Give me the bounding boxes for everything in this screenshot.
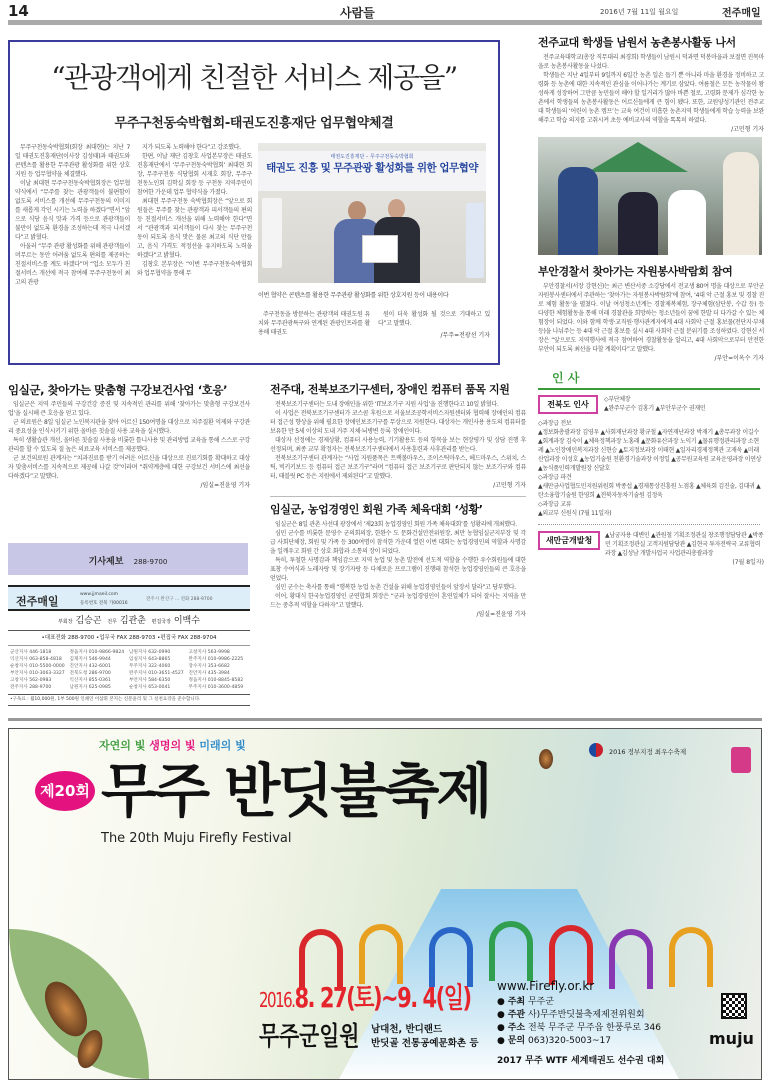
article-title: 전주교대 학생들 남원서 농촌봉사활동 나서	[538, 36, 736, 49]
paragraph: 전북보조기구센터 관계자는 “사업 지원품목은 트랙볼마우스, 조이스틱마우스, 헤드마우스, 스위치, 스틱, 빅키키보드 등 컴퓨터 접근 보조기구”라며 “컴퓨터 접근 보조기구로 판단되지 않는 보조기구와 컴퓨터, 태블릿 PC 등은 지원에서 제외된다”고 말했다.	[270, 455, 526, 480]
arch	[429, 927, 473, 987]
slogan-2: 생명의 빛	[149, 739, 196, 752]
paragraph: ◇과장급 전보	[538, 420, 572, 427]
info-host: ● 주최 무주군	[497, 997, 555, 1007]
masthead-footer: •구독료 : 월10,000원, 1부 500원 인쇄인 이삼휘 본지는 신문윤리 및 그 실천요강을 준수합니다.	[8, 694, 250, 706]
slogan	[99, 739, 246, 753]
qr-code-icon[interactable]	[721, 993, 747, 1019]
info-contact: ● 문의 063)320-5003~17	[497, 1036, 611, 1046]
arch	[549, 925, 593, 985]
article-title: 부안경찰서 찾아가는 자원봉사박람회 참여	[538, 265, 733, 278]
feature-column-2	[137, 143, 252, 278]
bureau-entry: 고창지사 562-0983	[10, 678, 52, 683]
paragraph: ◇과장급 파견	[538, 474, 572, 481]
paragraph: 한편, 이날 재단 김창호 사업본부장은 태권도진흥재단에서 ‘무주구천동숙박협회’ 최대현 회장, 무주구천동 식당협회 시재호 회장, 무주구천동노인회 김학실 회장 등 구천동 지역주민이 참여한 가운데 업무 협약식을 가졌다.	[137, 153, 252, 196]
award-text: 2016 정부지정 최우수축제	[609, 748, 687, 756]
paragraph: ◇과장급 교류	[538, 501, 572, 508]
festival-english-title: The 20th Muju Firefly Festival	[101, 831, 292, 846]
article-byline: /고민형 기자	[731, 126, 764, 133]
volunteer-photo	[538, 137, 762, 255]
bureau-entry: 군산지사 446-1818	[10, 650, 52, 655]
saemangeum-date: (7월 8일자)	[732, 559, 764, 566]
role: 부회장	[58, 619, 73, 625]
muju-logo: muju	[709, 1029, 754, 1048]
photo-banner-small: 태권도진흥재단 – 무주구천동숙박협회	[330, 154, 414, 160]
person	[668, 190, 706, 255]
article-byline: /임실=진윤영 기자	[476, 611, 526, 618]
arch	[299, 929, 343, 989]
festival-venue: 무주군일원	[259, 1022, 360, 1052]
saemangeum-list	[538, 531, 764, 567]
section-rule	[8, 718, 762, 721]
feature-column-3	[258, 310, 370, 337]
article-body	[8, 400, 250, 481]
bureau-entry: 순창지사 010-5500-0000	[10, 664, 65, 669]
taekwondo-championship: 2017 무주 WTF 세계태권도 선수권 대회	[497, 1056, 665, 1066]
bureau-entry: 남원지사 625-0985	[69, 685, 111, 690]
festival-title: 무주 반딧불축제	[101, 757, 490, 825]
feature-column-4	[378, 310, 490, 328]
photo-caption: 이번 협약은 콘텐츠를 활용한 무주관광 활성화를 위한 상호지원 등이 내용이다	[258, 292, 449, 299]
paragraph: 군 의료원은 8일 임실군 노인복지관을 찾아 어르신 150여명을 대상으로 치주질환 억제와 구강관리 중요성을 인식시키기 위한 올바른 칫솔질 사용 교육을 실시했다.	[8, 419, 250, 435]
news-tip-label: 기사제보	[88, 557, 124, 567]
feature-subheadline: 무주구천동숙박협회-태권도진흥재단 업무협약체결	[114, 116, 394, 131]
bureau-entry: 익산지사 855-0361	[69, 678, 111, 683]
flag-right	[466, 203, 484, 278]
bureau-entry: 부안지사 010-3063-3327	[10, 671, 65, 676]
bureau-entry: 완주지사 010-3651-4527	[129, 671, 184, 676]
page-number: 14	[8, 2, 29, 20]
paragraph: ▲정보화총괄과장 김영우 ▲사회재난과장 황규철 ▲자연재난과장 박재기 ▲총무과장 이길수 ▲회계과장 김숙이 ▲체육정책과장 노홍래 ▲문화유산과장 노익기 ▲물류행정관리과장 소현례 ▲노인장애인복지과장 신현승 ▲토지정보과장 이태현 ▲일자리경제정책관 고재욱 ▲미래산업과장 이성호 ▲농업기술원 친환경기술과장 이정일 ▲공무원교육원 교육운영과장 이연상 ▲농식품인력개발원장 신달호	[538, 429, 762, 472]
personnel-rule	[538, 388, 760, 390]
bureau-entry: 임실지사 643-8865	[129, 657, 171, 662]
name: 김승곤	[75, 616, 102, 626]
masthead-site[interactable]: www.jjmaeil.com	[80, 592, 119, 597]
festival-website[interactable]: www.Firefly.or.kr	[497, 979, 595, 993]
bureau-entry: 진안지사 432-6001	[69, 664, 111, 669]
bureau-entry: 완주지사 010-9986-2225	[188, 657, 244, 662]
government-emblem-icon	[589, 743, 603, 757]
bureau-entry: 부안지사 584-6350	[129, 678, 171, 683]
venue-detail: 남대천, 반디랜드	[371, 1024, 443, 1035]
paragraph: 아울러 “무주 관광 활성화를 위해 관광객들이 머무르는 동안 어려움 없도록 편의를 제공하는 친절서비스를 계도 하겠다”며 “업소 모두가 친절서비스 개선에 적극 참여해 무주구천동이 최고의 관광	[15, 243, 130, 286]
masthead-name: 전주매일	[16, 595, 59, 608]
name: 김관춘	[119, 616, 146, 626]
bureau-entry: 정읍지사 010-9866-9824	[69, 650, 125, 655]
venue-detail: 반딧골 전통공예문화촌 등	[371, 1038, 479, 1049]
bureau-entry: 전주지사 288-9700	[10, 685, 52, 690]
info-address: ● 주소 전북 무주군 무주읍 한풍루로 346	[497, 1023, 661, 1033]
paragraph: 군 보건의료원 관계자는 “치과진료를 받기 어려운 어르신을 대상으로 진료기회를 확대하고 대상자 맞춤서비스를 지속적으로 제공해 나갈 것”이라며 “취약계층에 대한 구강보건 서비스에 최선을 다하겠다”고 말했다.	[8, 455, 250, 480]
paragraph: 전북보조기구센터는 도내 장애인을 위한 ‘IT보조기구 지원 사업’을 진행한다고 10일 밝혔다.	[275, 401, 499, 408]
masthead-reg: 등록번호 전북 가00016	[80, 601, 128, 606]
bureau-entry: 고창지사 563-9998	[188, 650, 230, 655]
masthead-address: 전주시 완산구 ... 전화 288-9700	[146, 597, 213, 602]
news-tip-phone: 288-9700	[133, 558, 168, 566]
header-rule	[8, 20, 762, 25]
issue-date: 2016년 7월 11일 월요일	[600, 8, 679, 16]
article-body	[538, 282, 764, 354]
paragraph: ◇부단체장	[604, 396, 631, 403]
bureau-entry: 무주지사 010-3600-4859	[188, 685, 244, 690]
paragraph: 임실군은 8일 관촌 사선대 광장에서 ‘제23회 농업경영인 회원 가족 체육대회’를 성황리에 개최했다.	[275, 521, 517, 528]
paragraph: 부안경찰서(서장 강현신)는 최근 변산서중 소강당에서 전교생 80여 명을 대상으로 부안군 자원봉사센터에서 주관하는 ‘찾아가는 자원봉사박람회’에 참여, ‘4대 악 근절 홍보 및 경찰 진로 체험 활동’을 펼쳤다. 이날 여성청소년계는 경찰제복체험, 장구체험(삼단봉, 수갑 등) 등 다양한 체험활동을 통해 미래 경찰관을 희망하는 청소년들이 꿈에 한발 더 다가갈 수 있는 체험장이 되었다. 이와 함께 학생·교직원·행사관계자에게 4대 사회악 근절 홍보물(전단지·부채 등)을 나눠주는 등 4대 악 근절 홍보를 실시 4대 사회악 근절 분위기를 조성하였다. 강현신 서장은 “앞으로도 지역행사에 적극 참여하여 경찰활동을 알리고, 4대 사회악으로부터 안전한 부안이 되도록 최선을 다할 계획이다”고 말했다.	[538, 283, 764, 353]
left-article	[8, 383, 250, 490]
dates-year: 2016.	[259, 988, 295, 1012]
dates-range: 8. 27(토)~9. 4(일)	[294, 981, 471, 1014]
role: 전무	[107, 619, 117, 625]
feature-byline: /무주=전광선 기자	[440, 332, 490, 339]
bureau-entry: 김제지사 546-9944	[69, 657, 111, 662]
feature-column-1	[15, 143, 130, 287]
paper-logo: 전주매일	[722, 8, 761, 19]
paragraph: 이어, 황대식 한국농업경영인 군연합회 회장은 “군과 농업경영인이 혼연일체가 되어 잘사는 지역을 만드는 중추적 역할을 다하자”고 말했다.	[270, 593, 526, 609]
saemangeum-text: ▲남궁자용 대변인 ▲관원철 기획조정관실 창조행정담당관 ▲박종민 기획조정관실 고객지원담당관 ▲김현국 투자전략국 교류협력과장 ▲김성남 개발사업국 사업관리총괄과장	[605, 532, 764, 557]
article-body	[270, 520, 526, 610]
flag-left	[262, 198, 282, 268]
paragraph: 원이 더욱 활성화 될 것으로 기대하고 있다”고 말했다.	[378, 311, 490, 327]
bureau-entry: 무주지사 322-4060	[129, 664, 171, 669]
paragraph: 심민 군수는 축사를 통해 “행복한 농업 농촌 건설을 위해 농업경영인들이 앞장서 달라”고 당부했다.	[275, 584, 516, 591]
bureau-entry: 진안지사 435-3984	[188, 671, 230, 676]
muju-brand-icon	[731, 747, 751, 773]
signing-photo	[258, 143, 486, 283]
article-title: 임실군, 찾아가는 맞춤형 구강보건사업 ‘호응’	[8, 383, 228, 397]
masthead-phones: •대표전화 288-9700 •업무국 FAX 288-9703 •편집국 FAX 288-9704	[8, 631, 250, 646]
bureau-entry: 전북도청 286-9700	[69, 671, 111, 676]
name: 이백수	[173, 616, 200, 626]
person-head	[348, 201, 366, 221]
jeonbuk-row	[538, 395, 764, 414]
tent	[588, 142, 688, 172]
article-byline: /임실=진윤영 기자	[200, 482, 250, 489]
arch	[359, 924, 403, 984]
agreement-document	[362, 235, 398, 263]
bureau-entry: 익산지사 063-858-4818	[10, 657, 62, 662]
arch	[489, 921, 533, 981]
paragraph: ▲새만금사업협도민지원위원회 박종섭 ▲경제통상진흥원 노점홍 ▲체육회 김진술, 김대귀 ▲탄소융합기술원 한영희 ▲전북자동차기술원 김정욱	[538, 483, 761, 499]
masthead	[8, 585, 250, 706]
arch	[609, 929, 653, 989]
slogan-3: 미래의 빛	[199, 739, 246, 752]
paragraph: 주구천동을 방문하는 관광객의 태권도원 유치와 무주관광특구와 연계된 관광인프라를 활용해 태권도	[258, 311, 370, 336]
paragraph: 최대현 무주구천동 숙박협회장은 “앞으로 회원들은 무주를 찾는 관광객과 피서객들의 편의 등 친절서비스 개선을 위해 노력해야 한다”면서 “관광객과 피서객들이 다시 찾는 무주구천동이 되도록 음식 맛은 물론 최고의 식단 만들고, 음식 가격도 적정선을 유지하도록 노력을 하겠다”고 밝혔다.	[137, 198, 252, 259]
divider	[270, 496, 526, 497]
person	[558, 167, 598, 255]
article-body	[538, 53, 764, 125]
bureau-list	[8, 646, 250, 694]
paragraph: 특히 생활습관 개선, 올바른 칫솔질 사용을 비롯한 틀니사용 및 관리방법 교육을 통해 스스로 구강관리를 할 수 있도록 질 높은 의료교육 서비스를 제공했다.	[8, 437, 250, 453]
paragraph: 특히, 투철한 사명감과 책임감으로 지역 농업 및 농촌 발전에 선도적 역할을 수행한 우수회원들에 대한 표창 수여식과 노래자랑 및 장기자랑 등 다채로운 프로그램이 진행돼 참석한 농업경영인들의 큰 호응을 얻었다.	[270, 557, 526, 582]
paragraph: 지가 되도록 노력해야 한다”고 강조했다.	[142, 144, 241, 151]
jeonbuk-top-list	[604, 395, 705, 413]
festival-info-list	[497, 996, 661, 1048]
festival-dates	[259, 981, 471, 1019]
firefly-icon	[539, 749, 553, 769]
saemangeum-label: 새만금개발청	[538, 531, 600, 550]
arch	[669, 927, 713, 987]
paragraph: 이날 최대현 무주구천동숙박협회장은 업무협약식에서 “무주를 찾는 관광객들이 불편함이 없도록 서비스를 개선해 무주구천동의 이미지를 새롭게 각인 시키는 노력을 하겠다”면서 “앞으로 식당 음식 맛과 가격 등으로 관광객들이 불만이 없도록 환경을 조성하는데 적극 나서겠다”고 밝혔다.	[15, 180, 130, 241]
paragraph: ▲완주부군수 김홍기 ▲부안부군수 권재민	[604, 405, 706, 412]
slogan-1: 자연의 빛	[99, 739, 146, 752]
personnel-heading: 인 사	[552, 371, 580, 385]
bureau-entry: 남원지사 632-0990	[129, 650, 171, 655]
section-title: 사람들	[340, 6, 375, 20]
bureau-entry: 정읍지사 010-8845-8582	[188, 678, 244, 683]
person	[618, 192, 658, 255]
jeonbuk-personnel-label: 전북도 인사	[538, 395, 598, 414]
article-title: 임실군, 농업경영인 회원 가족 체육대회 ‘성황’	[270, 503, 483, 516]
person-head	[388, 199, 405, 219]
photo-banner: 태권도 진흥 및 무주관광 활성화를 위한 업무협약	[266, 162, 478, 174]
paragraph: 김창호 본부장은 “이번 무주구천동숙박협회와 업무협약을 통해 무	[137, 261, 252, 277]
firefly-festival-ad[interactable]	[8, 728, 762, 1080]
feature-column-4-wrap	[378, 310, 490, 340]
paragraph: ▲외교부 신원식 (7월 11일자)	[538, 510, 612, 517]
news-tip-banner	[8, 543, 248, 575]
info-organizer: ● 주관 사)무주반딧불축제제전위원회	[497, 1010, 645, 1020]
jeonbuk-personnel-list	[538, 419, 764, 518]
middle-column	[270, 383, 526, 619]
role: 편집국장	[151, 619, 171, 625]
paragraph: 임실군은 지역 주민들의 구강건강 증진 및 지속적인 관리를 위해 ‘찾아가는 맞춤형 구강보건사업’을 실시해 큰 호응을 얻고 있다.	[8, 401, 250, 417]
paragraph: 전주교육대학교(총장 직무대리 최경희) 학생들이 남원시 덕과면 덕봉마을과 보절면 진목마을로 농촌봉사활동을 나섰다.	[538, 54, 764, 70]
paragraph: 무주구천동숙박협회(회장 최대현)는 지난 7일 태권도진흥재단(이사장 김성태)과 태권도와 콘텐츠를 활용한 무주관광 활성화를 위한 상호지원 등 업무협약을 체결했다.	[15, 144, 130, 178]
right-column	[538, 36, 764, 567]
edition-badge: 제20회	[35, 771, 95, 811]
article-title: 전주대, 전북보조기구센터, 장애인 컴퓨터 품목 지원	[270, 383, 510, 396]
article-body	[270, 400, 526, 481]
venue-details	[371, 1023, 479, 1051]
paragraph: 심민 군수를 비롯한 문영수 군의회의장, 한완수 도 문화건설안전위원장, 최만 농협임실군지부장 및 각급 사회단체장, 회원 및 가족 등 300여명이 참석한 가운데 열린 이번 대회는 농업경영인의 역할과 사명감을 일깨우고 회원 간 상호 화합과 소통의 장이 되었다.	[270, 530, 526, 555]
paragraph: 대상자 선정에는 경제상황, 컴퓨터 사용능력, 기기활용도 등의 항목을 보는 현장평가 및 상담 진행 후 선정되며, 최종 교부 확정자는 전북보조기구센터에서 사용훈련과 사후관리를 받는다.	[270, 437, 526, 453]
article-byline: /고민형 기자	[493, 482, 526, 489]
paragraph: 이 사업은 전북보조기구센터가 코스콤 후원으로 서울보조공학서비스지원센터와 협력해 장애인의 컴퓨터 접근성 향상을 위해 필요한 장애인보조기구를 무상으로 지원한다. 대상자는 개인사용 용도의 컴퓨터를 보유한 만 5세 이상의 도내 거주 지체·뇌병변 등록 장애인이다.	[270, 410, 526, 435]
feature-headline: “관광객에게 친절한 서비스 제공을”	[51, 61, 457, 94]
bureau-entry: 장수지사 353-6682	[188, 664, 230, 669]
bureau-entry: 순창지사 653-0041	[129, 685, 171, 690]
divider	[538, 524, 760, 525]
paragraph: 학생들은 지난 4일부터 9일까지 6일간 농촌 일손 돕기 뿐 아니라 마을 환경을 정비하고 고령화 등 농촌에 대한 지속적인 관심을 이어나가는 계기로 삼았다. 여름철은 모든 농작물이 왕성하게 성장하여 그만큼 농민들이 해야 할 일거리가 많아 바쁜 철로, 고령화 문제가 심각한 농촌에서 학생들의 농촌봉사활동은 어르신들에게 큰 힘이 됐다. 또한, 교원양성기관인 전주교대 학생들의 ‘어린이 농촌 캠프’는 교육 여건이 미흡한 농촌지역 학생들에게 학습 능력을 보완해주고 학습 의지를 고취시켜 초등 예비교사의 역할을 톡톡히 하였다.	[538, 72, 764, 124]
mascot	[723, 152, 759, 255]
article-byline: /부안=이옥수 기자	[714, 355, 764, 362]
